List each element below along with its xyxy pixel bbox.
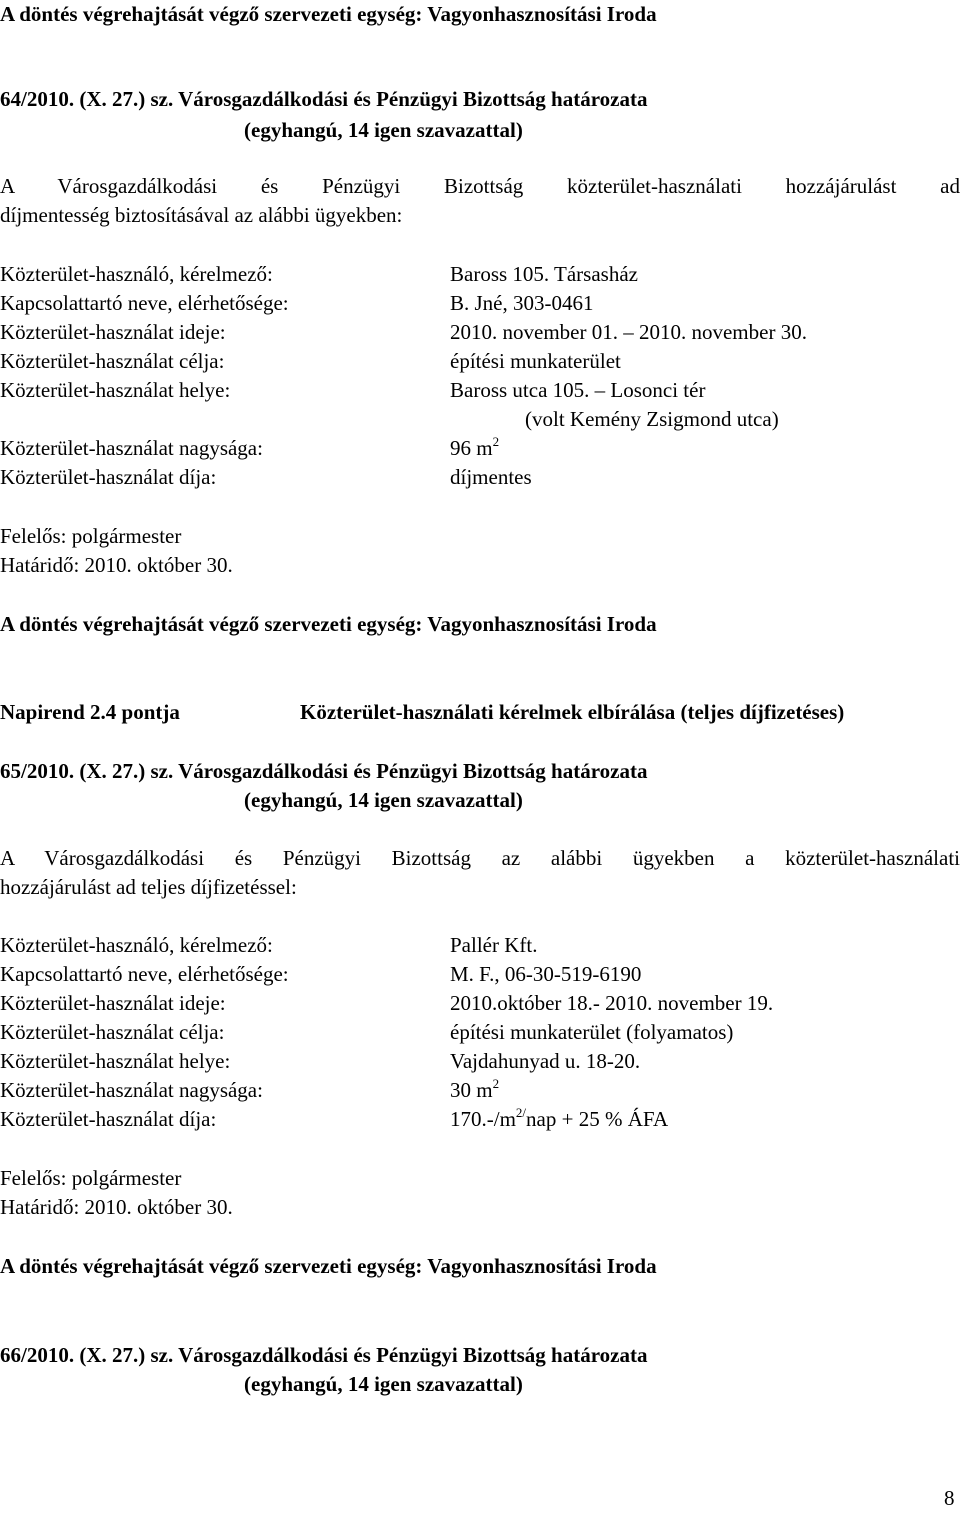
- row-label: Közterület-használó, kérelmező:: [0, 933, 273, 957]
- row-label: Közterület-használat ideje:: [0, 991, 226, 1015]
- decision-64-vote: (egyhangú, 14 igen szavazattal): [244, 118, 523, 142]
- row-value: Baross 105. Társasház: [450, 262, 638, 286]
- row-value: építési munkaterület: [450, 349, 621, 373]
- row-label: Kapcsolattartó neve, elérhetősége:: [0, 962, 289, 986]
- deadline-line: Határidő: 2010. október 30.: [0, 553, 233, 577]
- row-value: B. Jné, 303-0461: [450, 291, 594, 315]
- row-label: Közterület-használat díja:: [0, 1107, 217, 1131]
- decision-65-heading: 65/2010. (X. 27.) sz. Városgazdálkodási és Pénzügyi Bizottság határozata: [0, 759, 648, 783]
- executing-unit-line: A döntés végrehajtását végző szervezeti egység: Vagyonhasznosítási Iroda: [0, 612, 657, 636]
- row-value: Baross utca 105. – Losonci tér: [450, 378, 706, 402]
- decision-65-intro-line2: hozzájárulást ad teljes díjfizetéssel:: [0, 875, 297, 899]
- row-label: Közterület-használat nagysága:: [0, 436, 263, 460]
- decision-65-vote: (egyhangú, 14 igen szavazattal): [244, 788, 523, 812]
- agenda-item-label: Napirend 2.4 pontja: [0, 700, 180, 724]
- row-label: Közterület-használat ideje:: [0, 320, 226, 344]
- responsible-line: Felelős: polgármester: [0, 524, 182, 548]
- row-value: 2010.október 18.- 2010. november 19.: [450, 991, 774, 1015]
- row-label: Közterület-használat célja:: [0, 1020, 225, 1044]
- row-value: Pallér Kft.: [450, 933, 538, 957]
- executing-unit-line: A döntés végrehajtását végző szervezeti egység: Vagyonhasznosítási Iroda: [0, 1254, 657, 1278]
- row-value: építési munkaterület (folyamatos): [450, 1020, 734, 1044]
- row-value: M. F., 06-30-519-6190: [450, 962, 642, 986]
- decision-64-intro-line1: A Városgazdálkodási és Pénzügyi Bizottság közterület-használati hozzájárulást ad: [0, 174, 960, 198]
- row-value: díjmentes: [450, 465, 532, 489]
- page-number: 8: [944, 1486, 955, 1510]
- executing-unit-line: A döntés végrehajtását végző szervezeti egység: Vagyonhasznosítási Iroda: [0, 2, 657, 26]
- row-label: Közterület-használat célja:: [0, 349, 225, 373]
- deadline-line: Határidő: 2010. október 30.: [0, 1195, 233, 1219]
- row-label: Közterület-használat díja:: [0, 465, 217, 489]
- row-label: Kapcsolattartó neve, elérhetősége:: [0, 291, 289, 315]
- row-value: 96 $m^2$: [450, 434, 500, 460]
- row-label: Közterület-használó, kérelmező:: [0, 262, 273, 286]
- row-label: Közterület-használat helye:: [0, 1049, 231, 1073]
- responsible-line: Felelős: polgármester: [0, 1166, 182, 1190]
- decision-66-vote: (egyhangú, 14 igen szavazattal): [244, 1372, 523, 1396]
- agenda-item-title: Közterület-használati kérelmek elbírálása (teljes díjfizetéses): [300, 700, 845, 724]
- row-value-continuation: (volt Kemény Zsigmond utca): [525, 407, 779, 431]
- row-value: 2010. november 01. – 2010. november 30.: [450, 320, 807, 344]
- row-value: $170.-/m^{2/}nap + 25$ % ÁFA: [450, 1105, 669, 1131]
- decision-64-heading: 64/2010. (X. 27.) sz. Városgazdálkodási és Pénzügyi Bizottság határozata: [0, 87, 648, 111]
- row-label: Közterület-használat helye:: [0, 378, 231, 402]
- row-value: Vajdahunyad u. 18-20.: [450, 1049, 641, 1073]
- decision-66-heading: 66/2010. (X. 27.) sz. Városgazdálkodási és Pénzügyi Bizottság határozata: [0, 1343, 648, 1367]
- row-label: Közterület-használat nagysága:: [0, 1078, 263, 1102]
- decision-65-intro-line1: A Városgazdálkodási és Pénzügyi Bizottság az alábbi ügyekben a közterület-használati: [0, 846, 960, 870]
- row-value: 30 $m^2$: [450, 1076, 500, 1102]
- decision-64-intro-line2: díjmentesség biztosításával az alábbi ügyekben:: [0, 203, 403, 227]
